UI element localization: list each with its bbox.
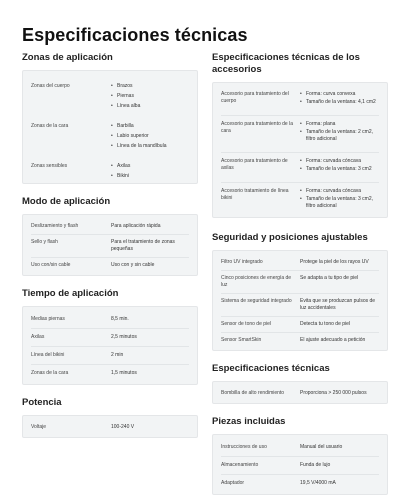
spec-row	[221, 271, 379, 294]
spec-row	[31, 365, 189, 382]
accessory-values	[300, 91, 379, 107]
zone-row	[31, 79, 189, 119]
spec-value: Evita que se produzcan pulsos de luz accidentales	[300, 298, 376, 311]
spec-label: Sistema de seguridad integrado	[221, 298, 292, 304]
spec-value: 19,5 V/4000 mA	[300, 480, 336, 486]
spec-row	[31, 258, 189, 273]
accessory-label: Accesorio tratamiento de línea bikini	[221, 188, 289, 201]
zone-item: • Labio superior	[111, 133, 166, 140]
spec-label: Sensor SmartSkin	[221, 337, 262, 343]
section-title-seguridad: Seguridad y posiciones ajustables	[212, 232, 368, 243]
accessory-item: • Forma: curva convexa	[300, 91, 379, 98]
zone-item: • Piernas	[111, 93, 140, 100]
accessory-label: Accesorio para tratamiento del cuerpo	[221, 91, 289, 104]
spec-value: Protege la piel de los rayos UV	[300, 259, 369, 265]
section-accesorios	[212, 52, 388, 218]
accessory-row	[221, 183, 379, 215]
spec-row	[31, 219, 189, 235]
potencia-box	[22, 415, 198, 438]
section-potencia	[22, 397, 198, 438]
spec-label: Sello y flash	[31, 239, 58, 245]
piezas-box	[212, 434, 388, 495]
accesorios-box	[212, 82, 388, 218]
accessory-item: • Forma: curvada cóncava	[300, 188, 379, 195]
zone-item: • Bikini	[111, 173, 130, 180]
section-title-zonas: Zonas de aplicación	[22, 52, 113, 63]
spec-row	[31, 329, 189, 347]
zone-row	[31, 159, 189, 189]
accessory-item: • Forma: plana	[300, 121, 379, 128]
zone-items	[111, 163, 130, 183]
accessory-item: • Tamaño de la ventana: 3 cm2	[300, 166, 379, 173]
spec-label: Cinco posiciones de energía de luz	[221, 275, 292, 288]
spec-label: Línea del bikini	[31, 352, 65, 358]
spec-value: 2 min	[111, 352, 124, 358]
section-modo	[22, 196, 198, 276]
spec-label: Filtro UV integrado	[221, 259, 263, 265]
accessory-row	[221, 153, 379, 183]
accessory-values	[300, 188, 379, 211]
section-piezas	[212, 416, 388, 495]
spec-row	[31, 311, 189, 329]
section-seguridad	[212, 232, 388, 351]
spec-value: 2,5 minutos	[111, 334, 137, 340]
accessory-values	[300, 158, 379, 174]
spec-row	[221, 294, 379, 317]
modo-box	[22, 214, 198, 276]
spec-value: Funda de lujo	[300, 462, 331, 468]
spec-row	[221, 317, 379, 333]
spec-row	[221, 255, 379, 271]
accessory-label: Accesorio para tratamiento de axilas	[221, 158, 288, 171]
spec-value: Para el tratamiento de zonas pequeñas	[111, 239, 175, 252]
zone-item: • Línea alba	[111, 103, 140, 110]
accessory-label: Accesorio para tratamiento de la cara	[221, 121, 293, 134]
zone-label: Zonas de la cara	[31, 123, 69, 129]
section-title-potencia: Potencia	[22, 397, 62, 408]
right-column	[212, 52, 388, 495]
spec-value: 1,5 minutos	[111, 370, 137, 376]
spec-label: Instrucciones de uso	[221, 444, 267, 450]
zone-label: Zonas del cuerpo	[31, 83, 70, 89]
page-title: Especificaciones técnicas	[22, 25, 248, 45]
zone-items	[111, 83, 140, 113]
spec-label: Sensor de tono de piel	[221, 321, 272, 327]
zonas-box	[22, 70, 198, 184]
spec-value: Se adapta a tu tipo de piel	[300, 275, 359, 281]
spec-value: Para aplicación rápida	[111, 223, 161, 229]
zone-label: Zonas sensibles	[31, 163, 68, 169]
spec-row	[221, 333, 379, 348]
spec-value: El ajuste adecuado a petición	[300, 337, 366, 343]
tecnicas-box	[212, 381, 388, 404]
spec-value: Detecta tu tono de piel	[300, 321, 351, 327]
spec-row	[221, 457, 379, 475]
spec-row	[221, 475, 379, 492]
zone-item: • Axilas	[111, 163, 130, 170]
zone-item: • Brazos	[111, 83, 140, 90]
accessory-item: • Tamaño de la ventana: 2 cm2, filtro adicional	[300, 129, 379, 143]
spec-label: Almacenamiento	[221, 462, 259, 468]
spec-label: Medias piernas	[31, 316, 65, 322]
spec-value: Proporciona > 250 000 pulsos	[300, 390, 367, 396]
spec-value: Uso con y sin cable	[111, 262, 155, 268]
spec-label: Voltaje	[31, 424, 47, 430]
spec-row	[31, 420, 189, 435]
accessory-row	[221, 87, 379, 116]
spec-value: 100-240 V	[111, 424, 135, 430]
zone-item: • Línea de la mandíbula	[111, 143, 166, 150]
zone-items	[111, 123, 166, 153]
spec-label: Bombilla de alto rendimiento	[221, 390, 285, 396]
spec-value: 8,5 min.	[111, 316, 129, 322]
section-tecnicas	[212, 363, 388, 404]
spec-value: Manual del usuario	[300, 444, 343, 450]
accessory-row	[221, 116, 379, 153]
spec-row	[31, 347, 189, 365]
section-title-modo: Modo de aplicación	[22, 196, 111, 207]
spec-label: Adaptador	[221, 480, 245, 486]
section-title-accesorios: Especificaciones técnicas de los accesorios	[212, 52, 360, 75]
spec-label: Uso con/sin cable	[31, 262, 71, 268]
left-column	[22, 52, 198, 438]
section-title-tecnicas: Especificaciones técnicas	[212, 363, 330, 374]
spec-row	[221, 439, 379, 457]
spec-row	[31, 235, 189, 258]
zone-row	[31, 119, 189, 159]
zone-item: • Barbilla	[111, 123, 166, 130]
spec-label: Zonas de la cara	[31, 370, 69, 376]
seguridad-box	[212, 250, 388, 351]
accessory-values	[300, 121, 379, 144]
tiempo-box	[22, 306, 198, 385]
accessory-item: • Tamaño de la ventana: 4,1 cm2	[300, 99, 379, 106]
section-title-tiempo: Tiempo de aplicación	[22, 288, 119, 299]
spec-label: Axilas	[31, 334, 45, 340]
accessory-item: • Tamaño de la ventana: 3 cm2, filtro adicional	[300, 196, 379, 210]
section-title-piezas: Piezas incluidas	[212, 416, 286, 427]
accessory-item: • Forma: curvada cóncava	[300, 158, 379, 165]
section-zonas	[22, 52, 198, 184]
spec-label: Deslizamiento y flash	[31, 223, 79, 229]
spec-row	[221, 386, 379, 401]
section-tiempo	[22, 288, 198, 385]
